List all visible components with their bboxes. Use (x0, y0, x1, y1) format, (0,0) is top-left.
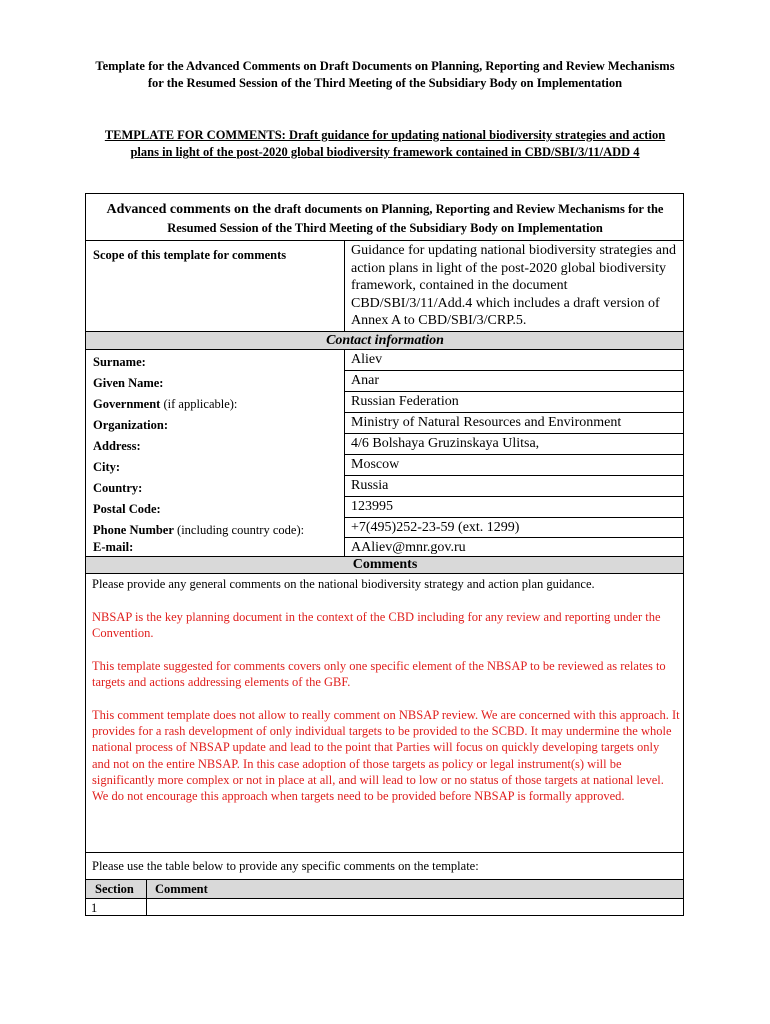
divider (344, 391, 684, 392)
divider (344, 537, 684, 538)
column-header-comment: Comment (155, 882, 208, 896)
address-label: Address: (93, 439, 141, 453)
general-comment-paragraph[interactable]: This comment template does not allow to really comment on NBSAP review. We are concerned with this approach. It provides for a rash development of only individual targets to be provided to the SCBD. It may undermine the whole national process of NBSAP update and lead to the point that Parties will focus on quickly developing targets only and not on the entire NBSAP. In this case adoption of those targets as policy or legal instrument(s) will be significantly more complex or not in place at all, and will lead to low or no status of those targets at national level. We do not encourage this approach when targets need to be provided before NBSAP is formally approved. (92, 708, 680, 804)
divider (86, 240, 684, 241)
scope-label: Scope of this template for comments (93, 248, 287, 262)
divider (86, 879, 684, 880)
city-label: City: (93, 460, 121, 474)
divider (86, 331, 684, 332)
form-heading-lead: Advanced comments on the (106, 202, 271, 217)
general-comments-prompt: Please provide any general comments on the national biodiversity strategy and action plan guidance. (92, 577, 595, 591)
phone-label: Phone Number (including country code): (93, 523, 305, 537)
column-divider (344, 349, 345, 556)
page-title: Template for the Advanced Comments on Draft Documents on Planning, Reporting and Review Mechanisms for the Resumed Session of the Third Meeting of the Subsidiary Body on Implementation (95, 59, 675, 90)
form-heading-rest: draft documents on Planning, Reporting and Review Mechanisms for the Resumed Session of the Third Meeting of the Subsidiary Body on Implementation (167, 202, 664, 235)
surname-field[interactable]: Aliev (351, 352, 383, 367)
government-field[interactable]: Russian Federation (351, 394, 459, 409)
general-comment-paragraph[interactable]: This template suggested for comments covers only one specific element of the NBSAP to be reviewed as relates to targets and actions addressing elements of the GBF. (92, 659, 666, 690)
address-field[interactable]: 4/6 Bolshaya Gruzinskaya Ulitsa, (351, 436, 540, 451)
contact-section-title: Contact information (326, 333, 444, 348)
email-field[interactable]: AAliev@mnr.gov.ru (351, 540, 466, 555)
given-name-label: Given Name: (93, 376, 164, 390)
template-heading: TEMPLATE FOR COMMENTS: Draft guidance for updating national biodiversity strategies and action plans in light of the post-2020 global biodiversity framework contained in CBD/SBI/3/11/ADD 4 (104, 128, 666, 159)
country-field[interactable]: Russia (351, 478, 389, 493)
city-field[interactable]: Moscow (351, 457, 400, 472)
divider (86, 349, 684, 350)
column-header-section: Section (95, 882, 134, 896)
divider (86, 898, 684, 899)
divider (344, 454, 684, 455)
comments-section-title: Comments (352, 557, 418, 572)
column-divider (146, 879, 147, 915)
form-heading (86, 200, 684, 237)
divider (344, 433, 684, 434)
surname-label: Surname: (93, 355, 146, 369)
scope-value: Guidance for updating national biodiversity strategies and action plans in light of the post-2020 global biodiversity framework, contained in the document CBD/SBI/3/11/Add.4 which includes a draft version of Annex A to CBD/SBI/3/CRP.5. (351, 243, 677, 329)
postal-code-field[interactable]: 123995 (351, 499, 393, 514)
divider (86, 852, 684, 853)
column-divider (344, 240, 345, 331)
organization-field[interactable]: Ministry of Natural Resources and Environment (351, 415, 622, 430)
organization-label: Organization: (93, 418, 168, 432)
specific-comments-prompt: Please use the table below to provide any specific comments on the template: (92, 859, 479, 873)
general-comment-paragraph[interactable]: NBSAP is the key planning document in the context of the CBD including for any review and reporting under the Convention. (92, 610, 661, 641)
divider (86, 573, 684, 574)
postal-code-label: Postal Code: (93, 502, 161, 516)
government-label: Government (if applicable): (93, 397, 238, 411)
divider (344, 496, 684, 497)
email-label: E-mail: (93, 540, 134, 554)
divider (344, 475, 684, 476)
divider (344, 370, 684, 371)
given-name-field[interactable]: Anar (351, 373, 379, 388)
phone-field[interactable]: +7(495)252-23-59 (ext. 1299) (351, 520, 520, 535)
country-label: Country: (93, 481, 143, 495)
table-row-section-cell[interactable]: 1 (91, 901, 98, 915)
divider (344, 412, 684, 413)
divider (344, 517, 684, 518)
table-row-comment-cell[interactable] (152, 900, 680, 915)
